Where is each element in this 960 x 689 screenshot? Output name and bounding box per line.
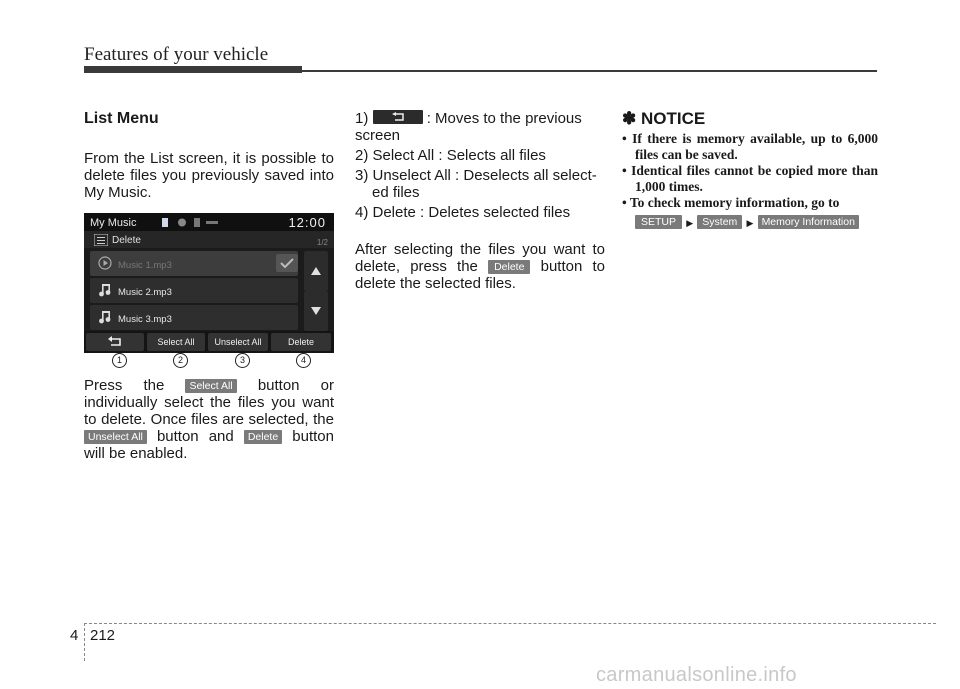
device-select-all-button[interactable]: Select All [147,333,205,351]
select-all-chip: Select All [185,379,236,393]
unselect-all-chip: Unselect All [84,430,147,444]
status-icons [162,217,232,228]
item3-text-a: 3) Unselect All : Deselects all select- [355,167,597,184]
triangle-up-icon [304,251,328,291]
after-text-1: After selecting the files you want to delete, press the [355,241,605,275]
music-note-icon [98,310,112,324]
callout-1: 1 [112,353,127,368]
item1-number: 1) [355,110,369,127]
item3-text-b: ed files [372,184,420,201]
list-item-4: 4) Delete : Deletes selected files [355,204,571,221]
back-arrow-icon [107,336,123,348]
intro-paragraph: From the List screen, it is possible to delete files you previously saved into My Music. [84,150,334,201]
device-back-button[interactable] [86,333,144,351]
device-page-indicator: 1/2 [316,238,328,247]
device-list-item[interactable] [90,251,298,276]
device-title: My Music [90,217,137,229]
list-item-2: 2) Select All : Selects all files [355,147,546,164]
device-screenshot [84,213,334,353]
delete-chip: Delete [488,260,530,274]
press-text-4: button will be enabled. [84,428,334,462]
device-list-item[interactable] [90,305,298,330]
scroll-up-button[interactable] [304,251,328,291]
device-list-item-label: Music 3.mp3 [118,314,172,325]
after-paragraph [355,241,605,292]
callout-3: 3 [235,353,250,368]
callout-row [84,353,334,367]
triangle-down-icon [304,291,328,331]
column-1 [84,110,334,462]
device-list-item-label: Music 2.mp3 [118,287,172,298]
check-icon [276,254,298,272]
device-sub-label: Delete [112,235,141,246]
notice-box [622,110,878,232]
arrow-right-icon: ▶ [686,218,694,228]
header-title: Features of your vehicle [84,44,269,65]
footer-page-number: 212 [90,627,116,644]
footer-divider [84,623,85,661]
notice-heading: ✽ NOTICE [622,109,706,128]
list-item-1 [355,110,605,144]
watermark: carmanualsonline.info [596,664,797,686]
play-icon [98,256,112,270]
callout-4: 4 [296,353,311,368]
footer-chapter: 4 [70,627,79,644]
delete-chip: Delete [244,430,282,444]
notice-list [622,131,878,211]
device-subheader [84,231,334,248]
device-delete-button[interactable]: Delete [271,333,331,351]
setup-chip: SETUP [635,215,682,229]
notice-item: • Identical files cannot be copied more than 1,000 times. [622,163,878,194]
memory-information-chip: Memory Information [758,215,859,229]
notice-item: • If there is memory available, up to 6,000 files can be saved. [622,131,878,162]
device-list-item[interactable] [90,278,298,303]
press-text-1: Press the [84,377,165,394]
music-note-icon [98,283,112,297]
menu-path [622,213,878,232]
after-text-2: button to delete the selected files. [355,258,605,292]
device-list-item-label: Music 1.mp3 [118,260,172,271]
list-icon [94,234,108,246]
device-unselect-all-button[interactable]: Unselect All [208,333,268,351]
header-bar-dark [84,66,302,73]
scroll-down-button[interactable] [304,291,328,331]
column-2 [355,110,605,295]
device-bottom-bar [84,331,334,353]
list-item-3 [355,167,605,201]
footer-line [84,623,936,624]
item1-text: : Moves to the previous screen [355,110,582,144]
back-chip [373,110,423,124]
arrow-right-icon: ▶ [746,218,754,228]
press-paragraph [84,377,334,462]
callout-2: 2 [173,353,188,368]
press-text-2: button or individually select the files you want to delete. Once files are selected, the [84,377,334,428]
press-text-3: button and [156,428,234,445]
device-top-bar [84,213,334,231]
section-heading: List Menu [84,110,159,127]
system-chip: System [697,215,742,229]
header-bar-thin [302,70,877,72]
back-arrow-icon [391,112,405,122]
notice-item: • To check memory information, go to [622,195,840,210]
device-clock: 12:00 [288,215,326,230]
